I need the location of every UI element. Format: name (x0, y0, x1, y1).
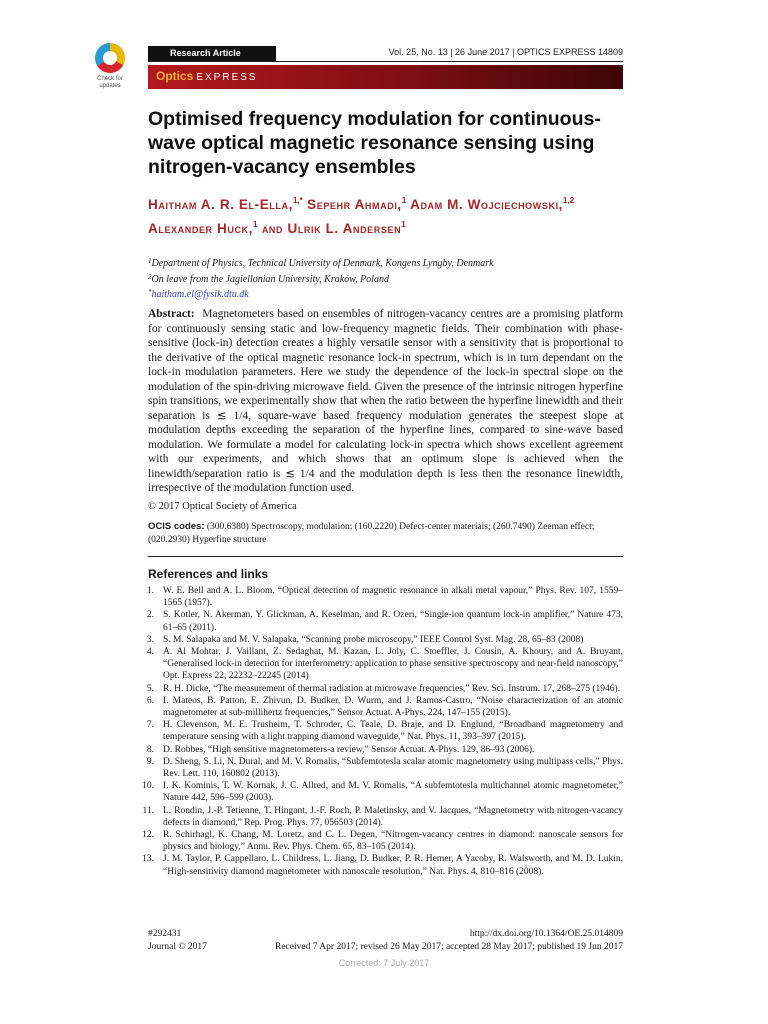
doi-link[interactable]: http://dx.doi.org/10.1364/OE.25.014809 (469, 929, 623, 939)
author-list (148, 191, 623, 238)
copyright-notice: © 2017 Optical Society of America (148, 501, 297, 512)
reference-number: 7. (146, 720, 154, 731)
reference-item (134, 683, 623, 695)
reference-number: 9. (146, 756, 154, 767)
author-name: Sepehr Ahmadi, (307, 197, 402, 212)
affiliations (148, 255, 623, 302)
author-name: Alexander Huck, (148, 220, 254, 236)
journal-copyright: Journal © 2017 (148, 941, 207, 952)
reference-item (134, 634, 623, 646)
affiliation-mark: * (148, 288, 152, 296)
abstract-text: Magnetometers based on ensembles of nitrogen-vacancy centres are a promising platform for continuously sensing static and low-frequency magnetic fields. Their combination with phase-sensitive (lock-in) detection creates a highly versatile sensor with a sensitivity that is proportional to the derivative of the optical magnetic resonance lock-in spectrum, which is in turn dependant on the lock-in modulation parameters. Here we study the dependence of the lock-in spectral slope on the modulation of the spin-driving microwave field. Given the presence of the intrinsic nitrogen hyperfine spin transitions, we experimentally show that when the ratio between the hyperfine linewidth and their separation is ≲ 1/4, square-wave based frequency modulation generates the steepest slope at modulation depths exceeding the separation of the hyperfine lines, compared to sine-wave based modulation. We formulate a model for calculating lock-in spectra which shows excellent agreement with our experiments, and which shows that an optimum slope is achieved when the linewidth/separation ratio is ≲ 1/4 and the modulation depth is less then the resonance linewidth, irrespective of the modulation function used. (148, 308, 624, 494)
reference-item (134, 609, 623, 633)
ocis-codes (148, 521, 623, 546)
reference-item (134, 695, 623, 719)
check-for-updates-icon (95, 43, 125, 73)
reference-text: L. Rondin, J.-P. Tetienne, T. Hingant, J.-F. Roch, P. Maletinsky, and V. Jacques, “Magnetometry with nitrogen-vacancy defects in diamond,” Rep. Prog. Phys. 77, 056503 (2014). (163, 805, 623, 828)
footer-right (275, 928, 623, 953)
reference-text: S. M. Salapaka and M. V. Salapaka, “Scanning probe microscopy,” IEEE Control Syst. Mag. 28, 65–83 (2008) (163, 634, 584, 645)
reference-list (134, 585, 623, 878)
corrected-note: Corrected: 7 July 2017 (338, 958, 430, 968)
article-type-tag: Research Article (148, 46, 276, 61)
journal-header-bar (148, 46, 623, 62)
footer-left (148, 928, 207, 953)
reference-item (134, 853, 623, 877)
author-name: and Ulrik L. Andersen (261, 220, 402, 236)
section-divider (148, 556, 623, 557)
reference-number: 10. (142, 781, 154, 792)
reference-text: A. Al Mohtar, J. Vaillant, Z. Sedaghat, M. Kazan, L. Joly, C. Stoeffler, J. Cousin, A. Khoury, and A. Bruyant, “Generalised lock-in detection for interferometry: application to phase sensitive spectroscopy and near-field nanoscopy,” Opt. Express 22, 22232–22245 (2014) (163, 647, 623, 682)
reference-number: 11. (142, 805, 154, 816)
reference-number: 1. (146, 586, 154, 596)
ocis-text: (300.6380) Spectroscopy, modulation; (160.2220) Defect-center materials; (260.7490) Zeeman effect; (020.2930) Hyperfine structure (148, 522, 595, 545)
publication-history: Received 7 Apr 2017; revised 26 May 2017; accepted 28 May 2017; published 19 Jun 2017 (274, 941, 623, 952)
reference-text: R. Schirhagl, K. Chang, M. Loretz, and C. L. Degen, “Nitrogen-vacancy centres in diamond: nanoscale sensors for physics and biology,” Annu. Rev. Phys. Chem. 65, 83–105 (2014). (163, 830, 623, 853)
reference-item (134, 744, 623, 756)
reference-number: 13. (142, 854, 154, 865)
reference-text: W. E. Bell and A. L. Bloom, “Optical detection of magnetic resonance in alkali metal vapour,” Phys. Rev. 107, 1559–1565 (1957). (163, 586, 623, 609)
reference-item (134, 719, 623, 743)
abstract (148, 307, 623, 496)
reference-number: 5. (146, 683, 154, 694)
paper-title: Optimised frequency modulation for continuous-wave optical magnetic resonance sensing using nitrogen-vacancy ensembles (148, 108, 601, 178)
reference-number: 3. (146, 634, 154, 645)
reference-text: R. H. Dicke, “The measurement of thermal radiation at microwave frequencies,” Rev. Sci. Instrum. 17, 268–275 (1946). (163, 683, 621, 694)
references-heading: References and links (148, 567, 269, 581)
reference-number: 6. (146, 695, 154, 706)
reference-number: 4. (146, 647, 154, 658)
journal-brand-bar (148, 65, 623, 89)
reference-item (134, 780, 623, 804)
affiliation-line (148, 286, 623, 302)
author-name: Adam M. Wojciechowski, (410, 197, 564, 212)
abstract-label: Abstract: (148, 308, 195, 320)
reference-text: J. M. Taylor, P. Cappellaro, L. Childress, L. Jiang, D. Budker, P. R. Hemer, A Yacoby, R. Walsworth, and M. D. Lukin, “High-sensitivity diamond magnetometer with nanoscale resolution,” Nat. Phys. 4, 810–816 (2008). (163, 854, 623, 877)
reference-text: I. K. Kominis, T. W. Kornak, J. C. Allred, and M. V. Romalis, “A subfemtotesla multichannel atomic magnetometer,” Nature 442, 596–599 (2003). (163, 781, 623, 804)
reference-number: 8. (146, 744, 154, 755)
article-id: #292431 (148, 929, 182, 939)
reference-text: S. Kotler, N. Akerman, Y. Glickman, A. Keselman, and R. Ozeri, “Single-ion quantum lock-in amplifier,” Nature 473, 61–65 (2011). (163, 610, 623, 633)
reference-text: D. Sheng, S. Li, N. Dural, and M. V. Romalis, “Subfemtotesla scalar atomic magnetometry using multipass cells,” Phys. Rev. Lett. 110, 160802 (2013). (163, 756, 623, 780)
author-affiliation-mark: 1 (253, 219, 258, 229)
check-for-updates-label: Check for updates (97, 76, 123, 89)
affiliation-line (148, 271, 623, 287)
reference-text: H. Clevenson, M. E. Trusheim, T. Schroder, C. Teale, D. Braje, and D. Englund, “Broadband magnetometry and temperature sensing with a light trapping diamond waveguide,” Nat. Phys. 11, 393–397 (2015). (163, 720, 623, 743)
ocis-label: OCIS codes: (148, 521, 205, 532)
reference-item (134, 805, 623, 829)
author-affiliation-mark: 1 (401, 219, 406, 229)
volume-info: Vol. 25, No. 13 | 26 June 2017 | OPTICS EXPRESS 14809 (388, 47, 623, 57)
affiliation-text: On leave from the Jagiellonian University, Kraków, Poland (151, 273, 389, 285)
check-for-updates-badge[interactable] (91, 43, 129, 90)
author-affiliation-mark: 1,2 (563, 196, 575, 205)
reference-item (134, 585, 623, 609)
reference-text: D. Robbes, “High sensitive magnetometers-a review,” Sensor Actuat. A-Phys. 129, 86–93 (2006). (163, 744, 535, 755)
reference-item (134, 829, 623, 853)
affiliation-mark: 1 (148, 257, 152, 265)
corresponding-email[interactable]: haitham.el@fysik.dtu.dk (151, 289, 249, 300)
affiliation-text: Department of Physics, Technical University of Denmark, Kongens Lyngby, Denmark (151, 258, 494, 269)
reference-text: I. Mateos, B. Patton, E. Zhivun, D. Budker, D. Wurm, and J. Ramos-Castro, “Noise characterization of an atomic magnetometer at sub-millihertz frequencies,” Sensor Actuat. A-Phys. 224, 147–155 (2015). (163, 695, 623, 719)
affiliation-mark: 2 (148, 272, 152, 281)
reference-number: 12. (142, 830, 154, 841)
author-affiliation-mark: 1,* (292, 196, 303, 205)
journal-logo: Optics EXPRESS (156, 69, 258, 83)
reference-item (134, 646, 623, 683)
affiliation-line (148, 255, 623, 271)
author-affiliation-mark: 1 (401, 196, 407, 205)
reference-item (134, 756, 623, 780)
reference-number: 2. (146, 610, 154, 621)
author-name: Haitham A. R. El-Ella, (148, 197, 293, 212)
